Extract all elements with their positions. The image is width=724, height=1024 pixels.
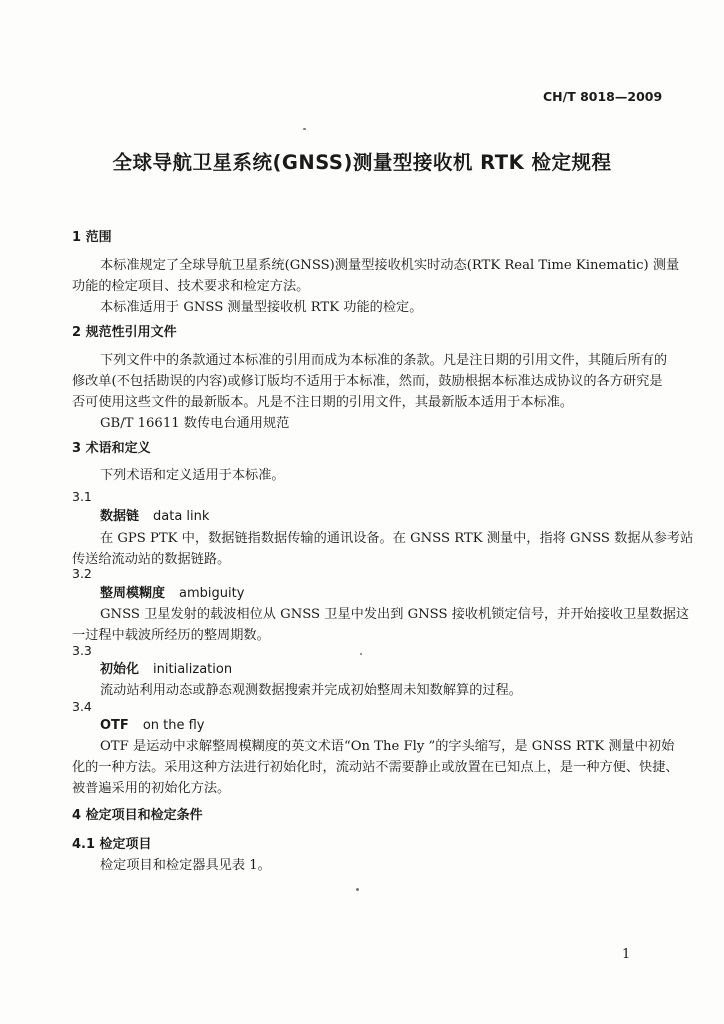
- term-definition-line: 化的一种方法。采用这种方法进行初始化时，流动站不需要静止或放置在已知点上，是一种方便、快捷、: [72, 760, 679, 775]
- term-heading: [100, 583, 244, 605]
- term-number: 3.4: [72, 699, 92, 714]
- scan-speck: [303, 128, 306, 130]
- section-1-heading: 1 范围: [72, 230, 112, 245]
- scan-speck: [360, 653, 362, 655]
- normative-reference: GB/T 16611 数传电台通用规范: [100, 416, 290, 431]
- section-2-heading: 2 规范性引用文件: [72, 325, 177, 340]
- term-number: 3.1: [72, 489, 92, 504]
- term-english: data link: [153, 509, 210, 524]
- standard-code: CH/T 8018—2009: [543, 89, 663, 104]
- term-english: ambiguity: [179, 586, 245, 601]
- term-definition-line: 流动站利用动态或静态观测数据搜索并完成初始整周未知数解算的过程。: [100, 683, 522, 698]
- term-heading: [100, 715, 205, 737]
- section-4-paragraph: 检定项目和检定器具见表 1。: [100, 858, 271, 873]
- section-2-paragraph-line: 下列文件中的条款通过本标准的引用而成为本标准的条款。凡是注日期的引用文件，其随后所有的: [100, 353, 668, 368]
- scan-speck: [356, 888, 359, 891]
- term-definition-line: OTF 是运动中求解整周模糊度的英文术语“On The Fly ”的字头缩写，是 GNSS RTK 测量中初始: [100, 739, 675, 754]
- section-3-heading: 3 术语和定义: [72, 441, 151, 456]
- term-name: OTF: [100, 718, 129, 733]
- term-definition-line: GNSS 卫星发射的载波相位从 GNSS 卫星中发出到 GNSS 接收机锁定信号，并开始接收卫星数据这: [100, 607, 690, 622]
- section-1-paragraph: 本标准适用于 GNSS 测量型接收机 RTK 功能的检定。: [100, 300, 423, 315]
- subsection-4-1-heading: 4.1 检定项目: [72, 837, 152, 852]
- term-english: initialization: [153, 662, 233, 677]
- section-4-heading: 4 检定项目和检定条件: [72, 808, 203, 823]
- term-name: 初始化: [100, 662, 140, 677]
- term-english: on the fly: [142, 718, 205, 733]
- term-name: 整周模糊度: [100, 586, 166, 601]
- page-number: 1: [622, 947, 631, 962]
- term-number: 3.3: [72, 643, 92, 658]
- section-3-intro: 下列术语和定义适用于本标准。: [100, 468, 285, 483]
- section-2-paragraph-line: 否可使用这些文件的最新版本。凡是不注日期的引用文件，其最新版本适用于本标准。: [72, 395, 574, 410]
- term-definition-line: 一过程中载波所经历的整周期数。: [72, 628, 270, 643]
- section-1-paragraph-line: 功能的检定项目、技术要求和检定方法。: [72, 279, 310, 294]
- term-number: 3.2: [72, 566, 92, 581]
- term-definition-line: 在 GPS PTK 中，数据链指数据传输的通讯设备。在 GNSS RTK 测量中，指将 GNSS 数据从参考站: [100, 531, 694, 546]
- term-definition-line: 传送给流动站的数据链路。: [72, 552, 231, 567]
- section-1-paragraph-line: 本标准规定了全球导航卫星系统(GNSS)测量型接收机实时动态(RTK Real Time Kinematic) 测量: [100, 258, 680, 273]
- term-definition-line: 被普遍采用的初始化方法。: [72, 781, 231, 796]
- term-heading: [100, 659, 232, 681]
- section-2-paragraph-line: 修改单(不包括勘误的内容)或修订版均不适用于本标准，然而，鼓励根据本标准达成协议的各方研究是: [72, 374, 663, 389]
- term-heading: [100, 506, 209, 528]
- term-name: 数据链: [100, 509, 140, 524]
- document-title: 全球导航卫星系统(GNSS)测量型接收机 RTK 检定规程: [112, 151, 612, 174]
